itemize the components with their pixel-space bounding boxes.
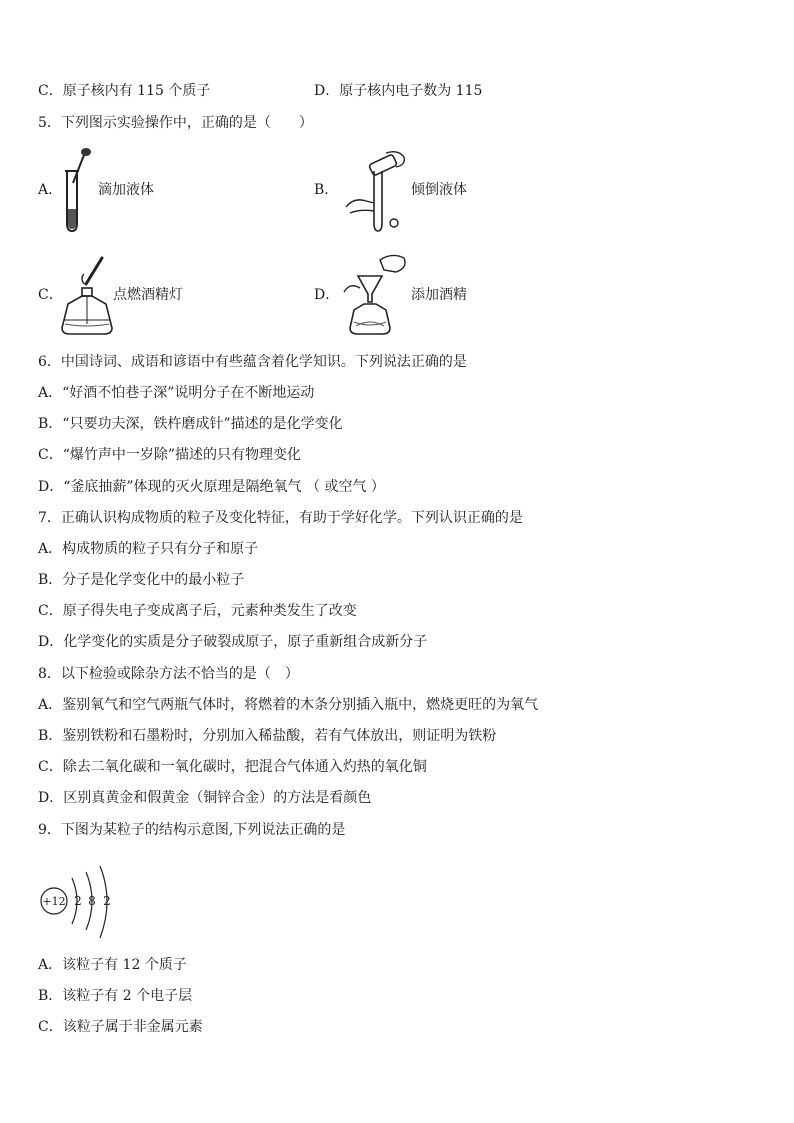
shell-2-electrons: 8 [88,894,96,908]
q7-option-a: A．构成物质的粒子只有分子和原子 [38,541,259,557]
q8-option-a: A．鉴别氧气和空气两瓶气体时，将燃着的木条分别插入瓶中，燃烧更旺的为氧气 [38,697,539,713]
q7-stem: 7．正确认识构成物质的粒子及变化特征，有助于学好化学。下列认识正确的是 [38,510,523,526]
q5-option-d-text: 添加酒精 [411,287,467,303]
q5-stem: 5．下列图示实验操作中，正确的是（ ） [38,115,313,131]
q6-option-c: C．“爆竹声中一岁除”描述的只有物理变化 [38,447,302,463]
q5-option-a-letter: A． [38,182,63,198]
shell-1-electrons: 2 [74,894,82,908]
q9-option-b: B．该粒子有 2 个电子层 [38,988,193,1004]
atomic-structure-diagram [38,862,128,942]
q5-option-c-text: 点燃酒精灯 [113,287,183,303]
shell-3-electrons: 2 [103,894,111,908]
q8-option-c: C．除去二氧化碳和一氧化碳时，把混合气体通入灼热的氧化铜 [38,759,427,775]
q5-option-b-text: 倾倒液体 [411,182,467,198]
lighting-alcohol-lamp-figure [60,254,120,338]
q4-option-d: D．原子核内电子数为 115 [314,83,483,99]
q6-option-b: B．“只要功夫深，铁杵磨成针”描述的是化学变化 [38,416,343,432]
q7-option-b: B．分子是化学变化中的最小粒子 [38,572,245,588]
q5-option-d-letter: D． [314,287,340,303]
nucleus-charge: +12 [42,895,66,908]
q6-option-a: A．“好酒不怕巷子深”说明分子在不断地运动 [38,385,315,401]
q8-stem: 8．以下检验或除杂方法不恰当的是（ ） [38,666,299,682]
q7-option-c: C．原子得失电子变成离子后，元素种类发生了改变 [38,603,357,619]
q7-option-d: D．化学变化的实质是分子破裂成原子，原子重新组合成新分子 [38,634,428,650]
q5-option-a-text: 滴加液体 [98,182,154,198]
q5-option-b-letter: B． [314,182,339,198]
q4-option-c: C．原子核内有 115 个质子 [38,83,211,99]
pouring-liquid-figure [340,147,410,237]
q6-option-d: D．“釜底抽薪”体现的灭火原理是隔绝氧气 （ 或空气 ） [38,479,385,495]
adding-alcohol-figure [340,252,410,336]
dropper-test-tube-figure [60,143,100,235]
q9-option-a: A．该粒子有 12 个质子 [38,957,187,973]
q6-stem: 6．中国诗词、成语和谚语中有些蕴含着化学知识。下列说法正确的是 [38,354,467,370]
q8-option-d: D．区别真黄金和假黄金（铜锌合金）的方法是看颜色 [38,790,372,806]
q5-option-c-letter: C． [38,287,63,303]
q8-option-b: B．鉴别铁粉和石墨粉时，分别加入稀盐酸，若有气体放出，则证明为铁粉 [38,728,497,744]
q9-stem: 9．下图为某粒子的结构示意图,下列说法正确的是 [38,822,346,838]
q9-option-c: C．该粒子属于非金属元素 [38,1019,203,1035]
